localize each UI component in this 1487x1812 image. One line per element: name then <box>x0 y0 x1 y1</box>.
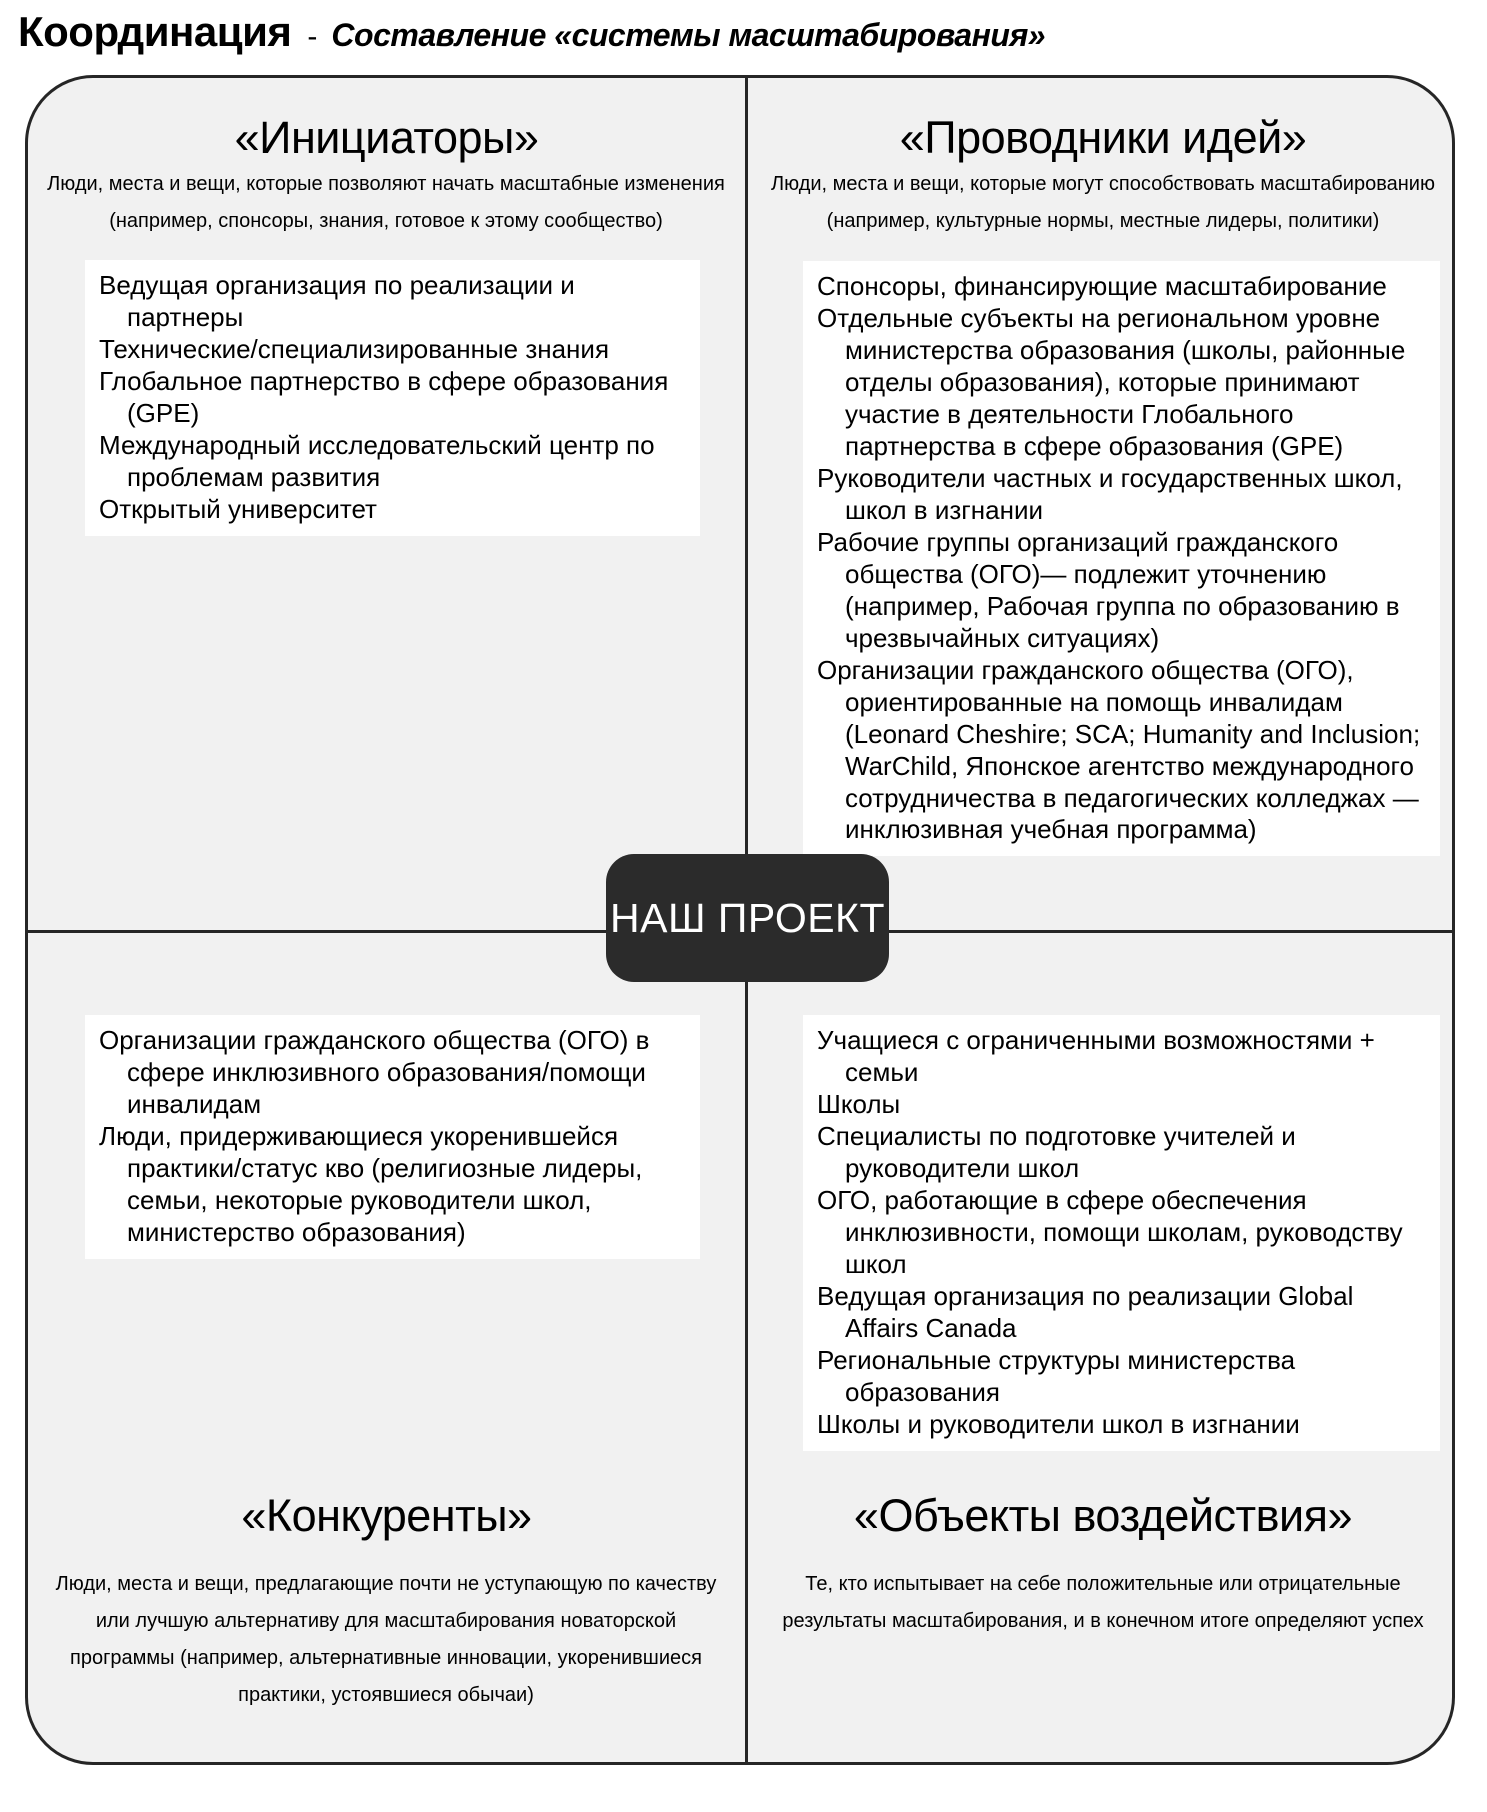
list-item: Региональные структуры министерства образования <box>817 1344 1296 1407</box>
list-item: Школы <box>817 1088 901 1119</box>
list-item: Ведущая организация по реализации и партнеры <box>99 270 575 332</box>
list-item: Специалисты по подготовке учителей и руководители школ <box>817 1120 1296 1183</box>
quadrant-title-conductors: «Проводники идей» <box>899 112 1307 163</box>
quadrant-board <box>25 75 1455 1765</box>
our-project-box: НАШ ПРОЕКТ <box>606 854 889 982</box>
title-separator: - <box>307 20 318 53</box>
list-item: Школы и руководители школ в изгнании <box>817 1408 1300 1439</box>
page-title: Координация <box>18 8 292 55</box>
impact-targets-list-card <box>803 1015 1440 1451</box>
quadrant-title-initiators: «Инициаторы» <box>234 112 539 163</box>
quadrant-description-initiators: Люди, места и вещи, которые позволяют начать масштабные изменения (например, спонсоры, знания, готовое к этому сообщество) <box>47 173 725 232</box>
quadrant-title-impact-targets: «Объекты воздействия» <box>853 1490 1353 1541</box>
conductors-list-card <box>803 261 1440 856</box>
quadrant-description-competitors: Люди, места и вещи, предлагающие почти не уступающую по качеству или лучшую альтернативу для масштабирования новаторской программы (например, альтернативные инновации, укоренившиеся практики, устоявшиеся обычаи) <box>55 1573 717 1706</box>
page-subtitle: Составление «системы масштабирования» <box>331 17 1046 53</box>
list-item: Международный исследовательский центр по проблемам развития <box>99 429 655 492</box>
list-item: Ведущая организация по реализации Global Affairs Canada <box>817 1280 1354 1343</box>
list-item: Открытый университет <box>99 493 377 524</box>
list-item: Технические/специализированные знания <box>99 333 610 364</box>
page-header <box>18 8 1468 56</box>
list-item: Люди, придерживающиеся укоренившейся практики/статус кво (религиозные лидеры, семьи, некоторые руководители школ, министерство образования) <box>99 1120 643 1247</box>
competitors-list-card <box>85 1015 700 1259</box>
quadrant-description-impact-targets: Те, кто испытывает на себе положительные или отрицательные результаты масштабирования, и в конечном итоге определяют успех <box>782 1573 1424 1632</box>
quadrant-description-conductors: Люди, места и вещи, которые могут способствовать масштабированию (например, культурные нормы, местные лидеры, политики) <box>771 173 1435 232</box>
quadrant-title-competitors: «Конкуренты» <box>241 1490 532 1541</box>
list-item: Руководители частных и государственных школ, школ в изгнании <box>817 462 1403 525</box>
initiators-list-card <box>85 260 700 536</box>
list-item: Организации гражданского общества (ОГО), ориентированные на помощь инвалидам (Leonard Cheshire; SCA; Humanity and Inclusion; WarChild, Японское агентство международного сотрудничества в педагогических колледжах — инклюзивная учебная программа) <box>817 654 1421 845</box>
list-item: Организации гражданского общества (ОГО) в сфере инклюзивного образования/помощи инвалидам <box>99 1025 650 1119</box>
list-item: Рабочие группы организаций гражданского общества (ОГО)— подлежит уточнению (например, Рабочая группа по образованию в чрезвычайных ситуациях) <box>817 526 1400 653</box>
list-item: ОГО, работающие в сфере обеспечения инклюзивности, помощи школам, руководству школ <box>817 1184 1403 1279</box>
list-item: Глобальное партнерство в сфере образования (GPE) <box>99 365 669 428</box>
list-item: Учащиеся с ограниченными возможностями + семьи <box>817 1025 1375 1087</box>
list-item: Отдельные субъекты на региональном уровне министерства образования (школы, районные отделы образования), которые принимают участие в деятельности Глобального партнерства в сфере образования (GPE) <box>817 302 1406 461</box>
list-item: Спонсоры, финансирующие масштабирование <box>817 271 1387 301</box>
